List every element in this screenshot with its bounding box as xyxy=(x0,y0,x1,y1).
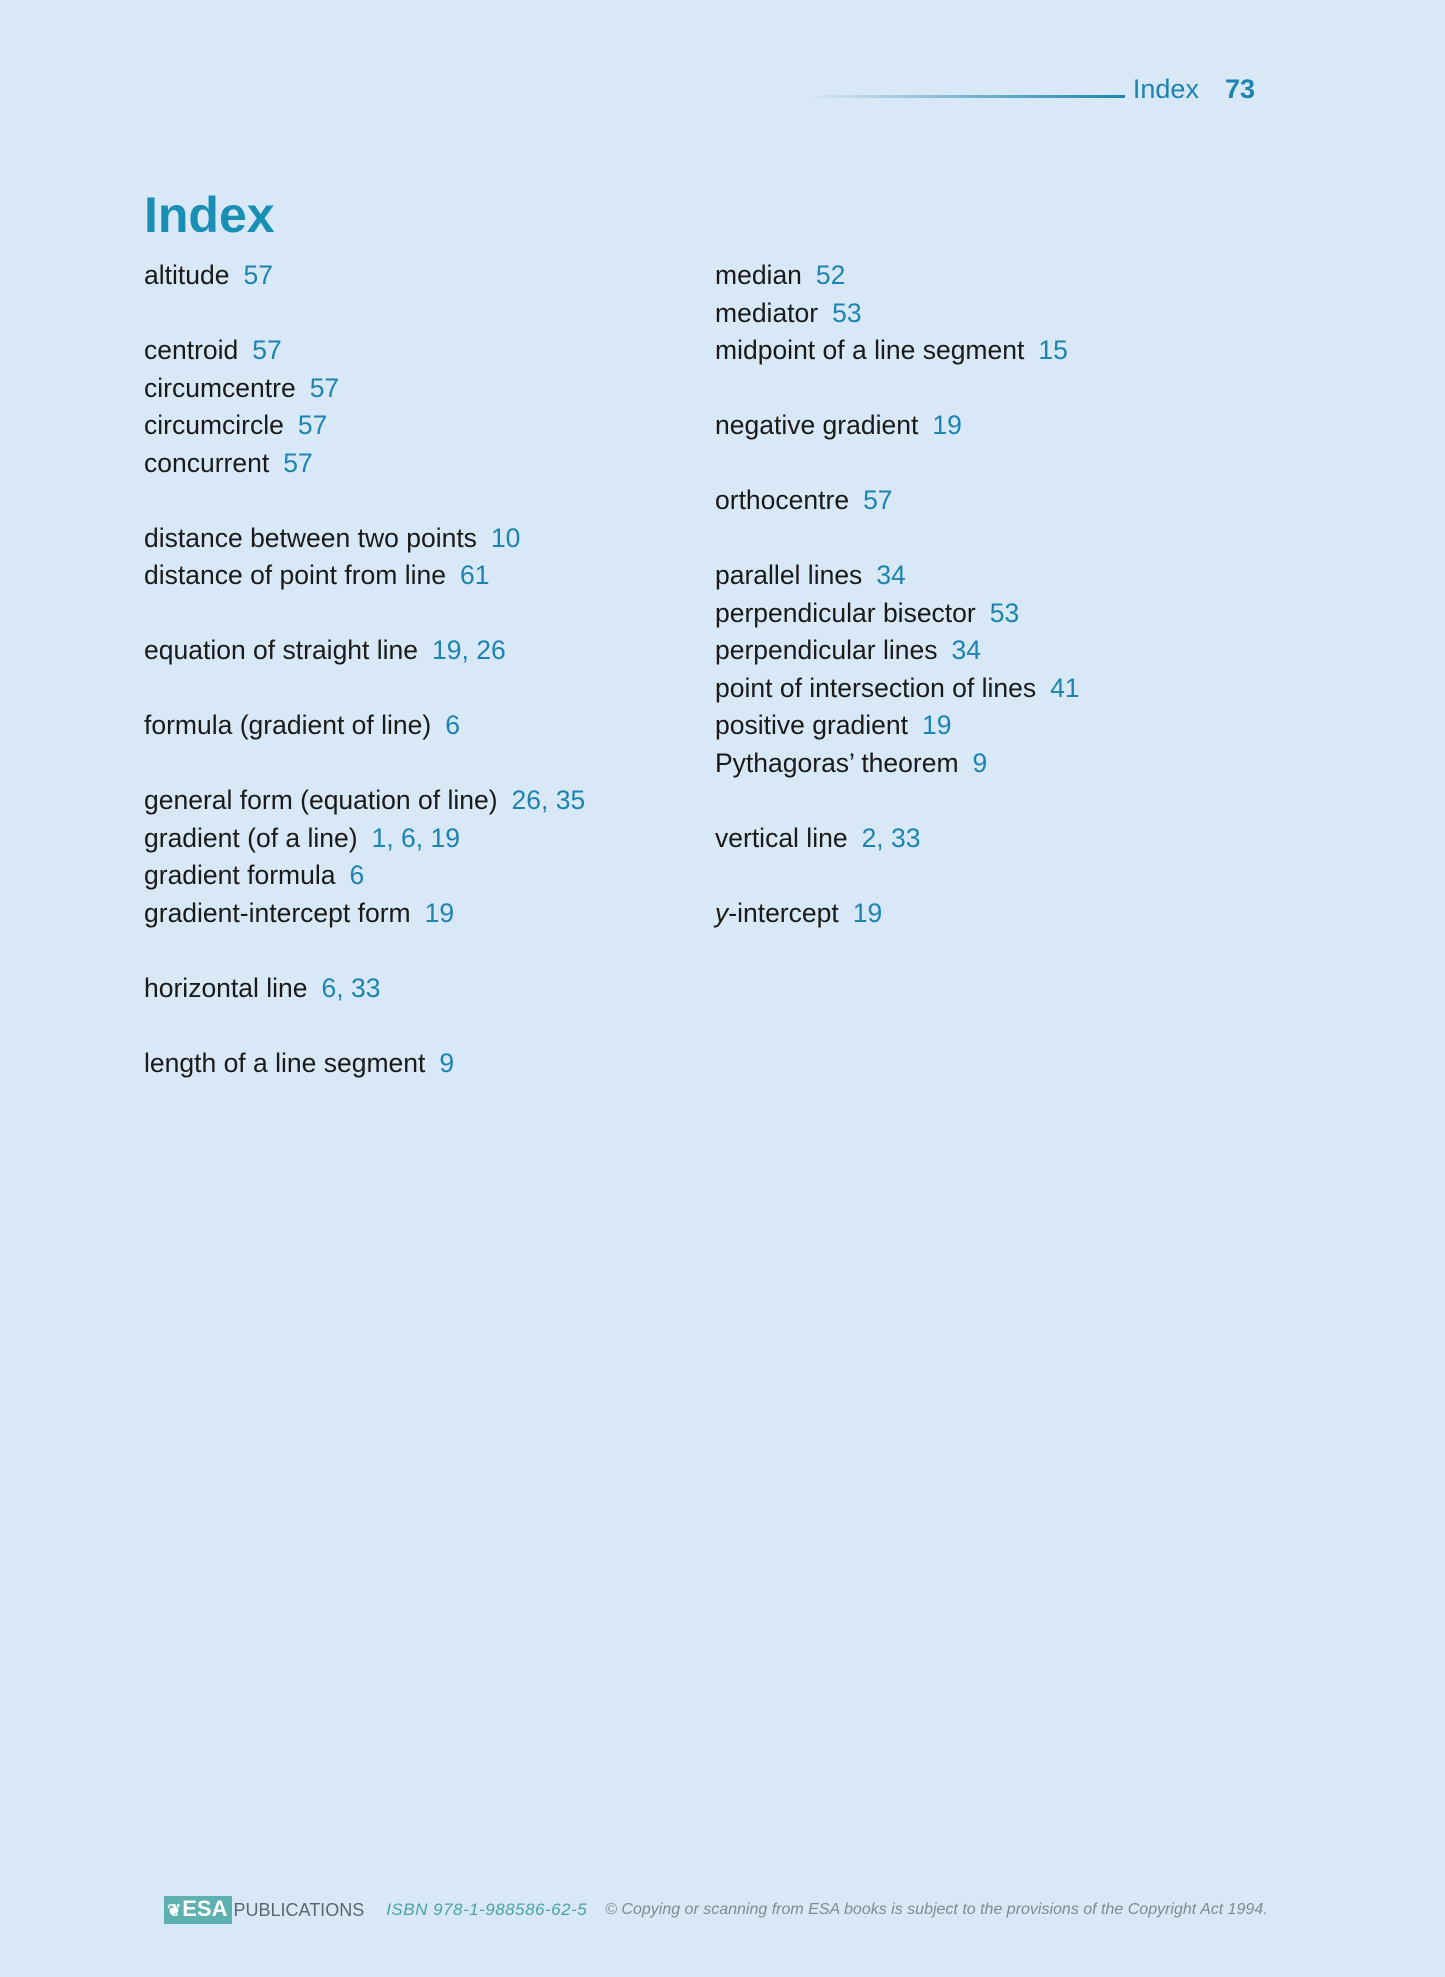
index-entry xyxy=(715,557,1275,595)
index-letter-group xyxy=(144,707,704,745)
index-entry xyxy=(144,970,704,1008)
index-letter-group xyxy=(144,1045,704,1083)
index-page-refs: 26, 35 xyxy=(511,785,586,815)
index-term: length of a line segment xyxy=(144,1047,426,1078)
index-page-refs: 57 xyxy=(243,260,273,290)
index-term: formula (gradient of line) xyxy=(144,710,432,740)
index-letter-group xyxy=(144,520,704,595)
index-term: vertical line xyxy=(715,822,848,853)
index-page-refs: 6 xyxy=(349,860,365,890)
index-entry xyxy=(715,895,1275,933)
index-term: distance of point from line xyxy=(144,560,446,590)
index-letter-group xyxy=(144,332,704,482)
index-entry xyxy=(715,595,1275,633)
index-entry xyxy=(715,332,1275,370)
index-page-refs: 57 xyxy=(309,372,340,403)
header-rule xyxy=(805,95,1125,98)
index-entry xyxy=(144,257,704,295)
index-page-refs: 41 xyxy=(1050,672,1080,703)
index-page-refs: 19 xyxy=(932,410,962,440)
index-entry xyxy=(715,632,1275,670)
index-term: perpendicular lines xyxy=(715,635,938,665)
index-term: parallel lines xyxy=(715,560,863,590)
index-term: midpoint of a line segment xyxy=(715,335,1025,365)
index-letter-group xyxy=(144,257,704,295)
index-term: orthocentre xyxy=(715,485,850,515)
index-page-refs: 1, 6, 19 xyxy=(371,822,460,853)
index-entry xyxy=(144,820,704,858)
running-head xyxy=(805,74,1255,105)
index-entry xyxy=(715,670,1275,708)
index-entry xyxy=(715,482,1275,520)
publisher-logo xyxy=(164,1896,364,1924)
index-entry xyxy=(144,632,704,670)
isbn: ISBN 978-1-988586-62-5 xyxy=(386,1900,588,1919)
index-entry xyxy=(144,857,704,895)
index-page-refs: 34 xyxy=(951,635,981,665)
index-term: gradient (of a line) xyxy=(144,822,358,853)
index-page-refs: 19 xyxy=(921,710,952,740)
index-term: perpendicular bisector xyxy=(715,597,976,628)
index-page-refs: 19 xyxy=(852,897,883,928)
index-letter-group xyxy=(715,407,1275,445)
index-letter-group xyxy=(715,557,1275,782)
index-page-refs: 57 xyxy=(283,447,313,478)
index-letter-group xyxy=(715,257,1275,370)
index-term: negative gradient xyxy=(715,410,919,440)
footer xyxy=(164,1896,1268,1924)
index-page-refs: 57 xyxy=(252,335,282,365)
header-section-label: Index xyxy=(1132,74,1199,104)
index-entry xyxy=(144,370,704,408)
index-term: gradient-intercept form xyxy=(144,897,411,928)
index-page-refs: 15 xyxy=(1038,335,1068,365)
index-entry xyxy=(144,895,704,933)
index-page-refs: 53 xyxy=(832,297,862,328)
copyright-notice: © Copying or scanning from ESA books is subject to the provisions of the Copyright Act 1994. xyxy=(605,1901,1268,1918)
leaf-icon: ❦ xyxy=(167,1901,182,1920)
index-entry xyxy=(715,820,1275,858)
index-entry xyxy=(715,745,1275,783)
index-page-refs: 53 xyxy=(989,597,1020,628)
page-title: Index xyxy=(144,187,275,243)
index-letter-group xyxy=(144,632,704,670)
index-term: positive gradient xyxy=(715,710,908,740)
index-term: median xyxy=(715,260,802,290)
index-page-refs: 57 xyxy=(297,410,328,440)
index-page-refs: 2, 33 xyxy=(861,822,921,853)
index-entry xyxy=(144,407,704,445)
index-entry xyxy=(144,782,704,820)
index-page-refs: 34 xyxy=(876,560,906,590)
index-page-refs: 19, 26 xyxy=(432,635,506,665)
index-entry xyxy=(144,520,704,558)
index-entry xyxy=(715,407,1275,445)
index-column-right xyxy=(715,257,1275,970)
index-letter-group xyxy=(715,482,1275,520)
index-entry xyxy=(144,332,704,370)
logo-text: PUBLICATIONS xyxy=(233,1899,365,1920)
page-number: 73 xyxy=(1224,74,1255,104)
index-entry xyxy=(144,445,704,483)
index-letter-group xyxy=(144,782,704,932)
index-entry xyxy=(144,707,704,745)
index-entry xyxy=(715,295,1275,333)
index-term: altitude xyxy=(144,260,230,290)
index-page-refs: 52 xyxy=(815,260,846,290)
index-term: point of intersection of lines xyxy=(715,672,1037,703)
index-page-refs: 6 xyxy=(445,710,460,740)
index-entry xyxy=(715,707,1275,745)
index-letter-group xyxy=(715,820,1275,858)
index-entry xyxy=(144,1045,704,1083)
index-page-refs: 6, 33 xyxy=(321,972,381,1003)
logo-mark-text: ESA xyxy=(182,1896,228,1921)
index-term: distance between two points xyxy=(144,522,477,553)
index-page-refs: 9 xyxy=(439,1047,455,1078)
index-term: circumcentre xyxy=(144,372,296,403)
index-page-refs: 57 xyxy=(863,485,893,515)
index-page-refs: 9 xyxy=(972,747,988,778)
index-term: Pythagoras’ theorem xyxy=(715,747,959,778)
index-term: horizontal line xyxy=(144,972,308,1003)
index-entry xyxy=(715,257,1275,295)
index-entry xyxy=(144,557,704,595)
index-term: concurrent xyxy=(144,447,270,478)
index-term: centroid xyxy=(144,335,239,365)
index-term: general form (equation of line) xyxy=(144,785,498,815)
index-term: equation of straight line xyxy=(144,635,419,665)
index-term: mediator xyxy=(715,297,819,328)
index-column-left xyxy=(144,257,704,1120)
index-letter-group xyxy=(144,970,704,1008)
index-page-refs: 19 xyxy=(424,897,455,928)
index-term: circumcircle xyxy=(144,410,284,440)
index-term: gradient formula xyxy=(144,860,336,890)
index-letter-group xyxy=(715,895,1275,933)
index-page-refs: 61 xyxy=(459,560,490,590)
index-term: y-intercept xyxy=(715,897,839,928)
index-page-refs: 10 xyxy=(490,522,521,553)
